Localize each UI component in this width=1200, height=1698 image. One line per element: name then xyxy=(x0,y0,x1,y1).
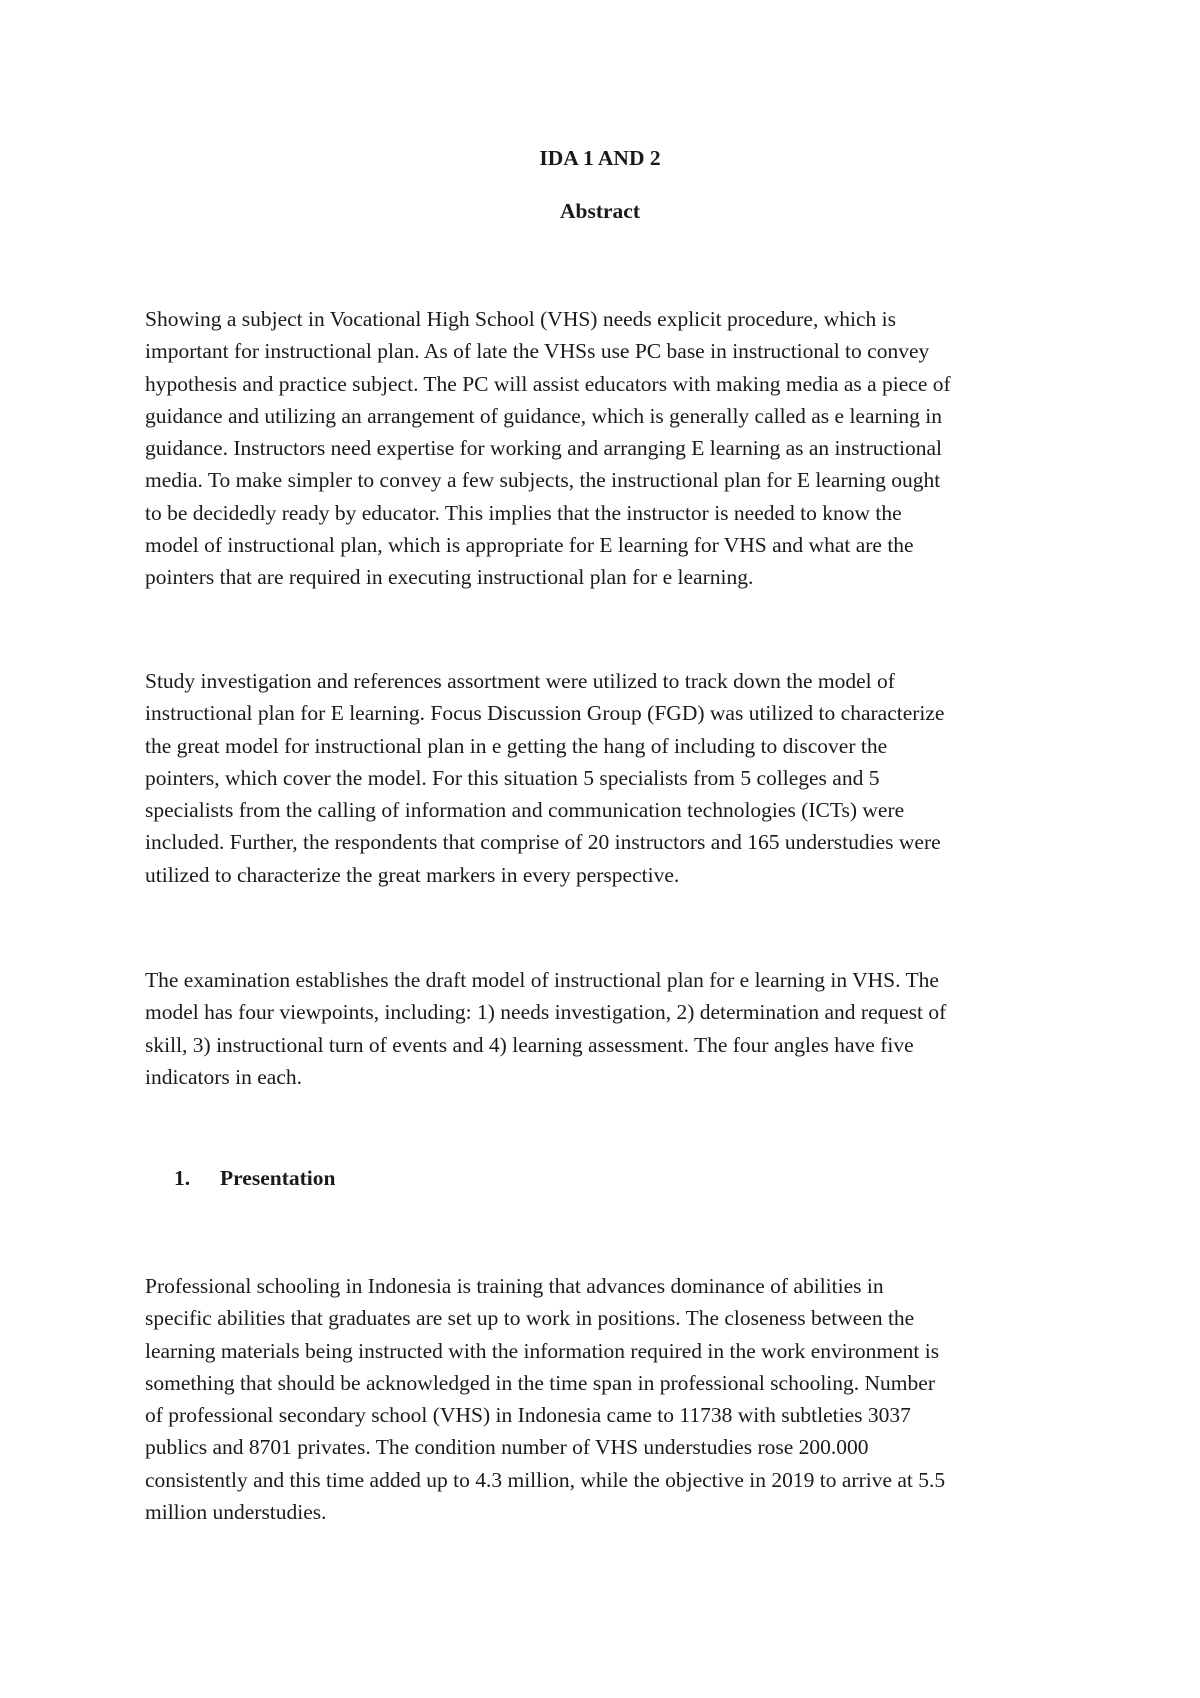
paragraph-2 xyxy=(145,665,944,891)
text-line: important for instructional plan. As of late the VHSs use PC base in instructional to convey xyxy=(145,339,930,364)
text-line: media. To make simpler to convey a few subjects, the instructional plan for E learning ought xyxy=(145,468,941,493)
text-line: the great model for instructional plan in e getting the hang of including to discover the xyxy=(145,733,888,758)
paragraph-3 xyxy=(145,964,946,1093)
text-line: specific abilities that graduates are set up to work in positions. The closeness between the xyxy=(145,1306,915,1331)
text-line: million understudies. xyxy=(145,1500,327,1525)
text-line: Showing a subject in Vocational High School (VHS) needs explicit procedure, which is xyxy=(145,307,896,331)
text-line: instructional plan for E learning. Focus Discussion Group (FGD) was utilized to characterize xyxy=(145,701,945,726)
text-line: pointers, which cover the model. For this situation 5 specialists from 5 colleges and 5 xyxy=(145,765,880,790)
text-line: skill, 3) instructional turn of events and 4) learning assessment. The four angles have five xyxy=(145,1032,914,1057)
abstract-heading: Abstract xyxy=(559,199,640,223)
document-title: IDA 1 AND 2 xyxy=(539,146,661,170)
text-line: consistently and this time added up to 4.3 million, while the objective in 2019 to arrive at 5.5 xyxy=(145,1467,946,1492)
text-line: utilized to characterize the great markers in every perspective. xyxy=(145,862,680,887)
text-line: hypothesis and practice subject. The PC will assist educators with making media as a piece of xyxy=(145,371,951,396)
text-line: pointers that are required in executing instructional plan for e learning. xyxy=(145,565,754,590)
text-line: The examination establishes the draft model of instructional plan for e learning in VHS. The xyxy=(145,968,939,992)
text-line: Professional schooling in Indonesia is training that advances dominance of abilities in xyxy=(145,1274,884,1298)
section-heading xyxy=(174,1166,335,1191)
paragraph-4 xyxy=(145,1270,945,1528)
section-number: 1. xyxy=(174,1166,191,1190)
text-line: of professional secondary school (VHS) in Indonesia came to 11738 with subtleties 3037 xyxy=(145,1403,911,1428)
text-line: model has four viewpoints, including: 1) needs investigation, 2) determination and request of xyxy=(145,1000,947,1025)
text-line: publics and 8701 privates. The condition number of VHS understudies rose 200.000 xyxy=(145,1435,869,1460)
text-line: Study investigation and references assortment were utilized to track down the model of xyxy=(145,669,895,693)
text-line: model of instructional plan, which is appropriate for E learning for VHS and what are the xyxy=(145,533,914,558)
text-line: to be decidedly ready by educator. This implies that the instructor is needed to know the xyxy=(145,500,902,525)
section-title: Presentation xyxy=(220,1166,336,1190)
text-line: included. Further, the respondents that comprise of 20 instructors and 165 understudies were xyxy=(145,830,941,855)
text-line: learning materials being instructed with the information required in the work environment is xyxy=(145,1338,940,1363)
text-line: something that should be acknowledged in the time span in professional schooling. Number xyxy=(145,1370,935,1395)
paragraph-1 xyxy=(145,303,951,594)
text-line: indicators in each. xyxy=(145,1064,303,1089)
text-line: guidance and utilizing an arrangement of guidance, which is generally called as e learning in xyxy=(145,403,942,428)
text-line: guidance. Instructors need expertise for working and arranging E learning as an instructional xyxy=(145,436,943,461)
text-line: specialists from the calling of information and communication technologies (ICTs) were xyxy=(145,798,905,823)
